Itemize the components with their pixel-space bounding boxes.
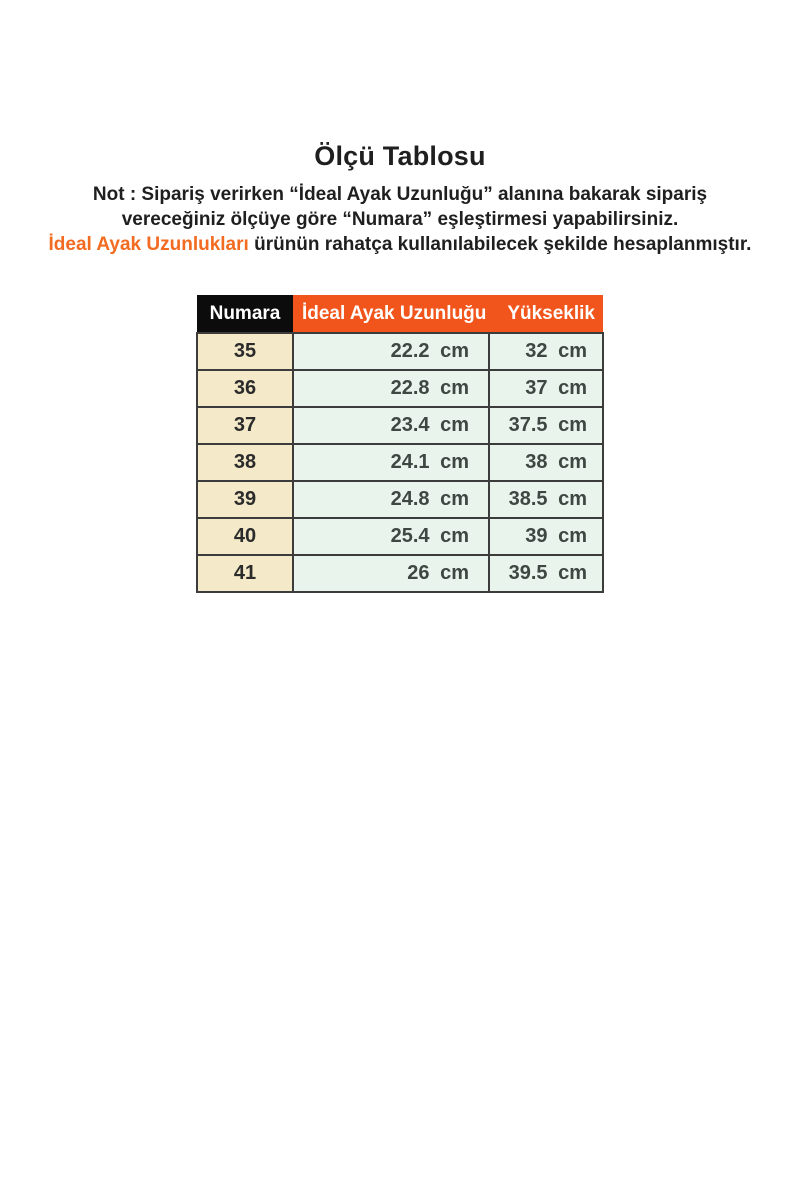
cell-yukseklik: 39 cm: [489, 518, 603, 555]
size-table: [196, 295, 604, 593]
header-label-ideal-ayak-uzunlugu: İdeal Ayak Uzunluğu: [301, 302, 487, 324]
note-line-1: Not : Sipariş verirken “İdeal Ayak Uzunluğu” alanına bakarak sipariş: [92, 184, 708, 205]
note-line-3-rest: ürünün rahatça kullanılabilecek şekilde hesaplanmıştır.: [248, 234, 752, 255]
cell-yukseklik: 37 cm: [489, 370, 603, 407]
cell-yukseklik: 39.5 cm: [489, 555, 603, 592]
size-table-body: [197, 333, 603, 592]
header-label-yukseklik: Yükseklik: [507, 302, 595, 324]
cell-ideal-ayak-uzunlugu: 23.4 cm: [293, 407, 489, 444]
cell-yukseklik: 38 cm: [489, 444, 603, 481]
cell-ideal-ayak-uzunlugu: 25.4 cm: [293, 518, 489, 555]
table-row: [197, 555, 603, 592]
cell-numara: 36: [197, 370, 293, 407]
header-row: [197, 295, 603, 333]
note-highlight-ideal-ayak-uzunluklari: İdeal Ayak Uzunlukları: [48, 234, 249, 255]
table-row: [197, 444, 603, 481]
header-cell-numara: Numara: [197, 295, 293, 333]
cell-ideal-ayak-uzunlugu: 24.8 cm: [293, 481, 489, 518]
cell-numara: 37: [197, 407, 293, 444]
cell-numara: 41: [197, 555, 293, 592]
cell-yukseklik: 32 cm: [489, 333, 603, 370]
cell-ideal-ayak-uzunlugu: 26 cm: [293, 555, 489, 592]
cell-numara: 40: [197, 518, 293, 555]
note-line-3: [0, 232, 800, 257]
table-row: [197, 481, 603, 518]
size-table-wrapper: [0, 295, 800, 593]
cell-ideal-ayak-uzunlugu: 24.1 cm: [293, 444, 489, 481]
cell-yukseklik: 37.5 cm: [489, 407, 603, 444]
cell-ideal-ayak-uzunlugu: 22.8 cm: [293, 370, 489, 407]
table-row: [197, 333, 603, 370]
size-table-header: [197, 295, 603, 333]
cell-ideal-ayak-uzunlugu: 22.2 cm: [293, 333, 489, 370]
header-measurements-inner: [302, 303, 595, 325]
header-cell-measurements: [293, 295, 603, 333]
table-row: [197, 407, 603, 444]
table-row: [197, 370, 603, 407]
page-title: Ölçü Tablosu: [314, 141, 486, 171]
note-block: [0, 182, 800, 257]
cell-numara: 39: [197, 481, 293, 518]
cell-yukseklik: 38.5 cm: [489, 481, 603, 518]
note-line-2: vereceğiniz ölçüye göre “Numara” eşleştirmesi yapabilirsiniz.: [121, 209, 679, 230]
cell-numara: 35: [197, 333, 293, 370]
cell-numara: 38: [197, 444, 293, 481]
table-row: [197, 518, 603, 555]
